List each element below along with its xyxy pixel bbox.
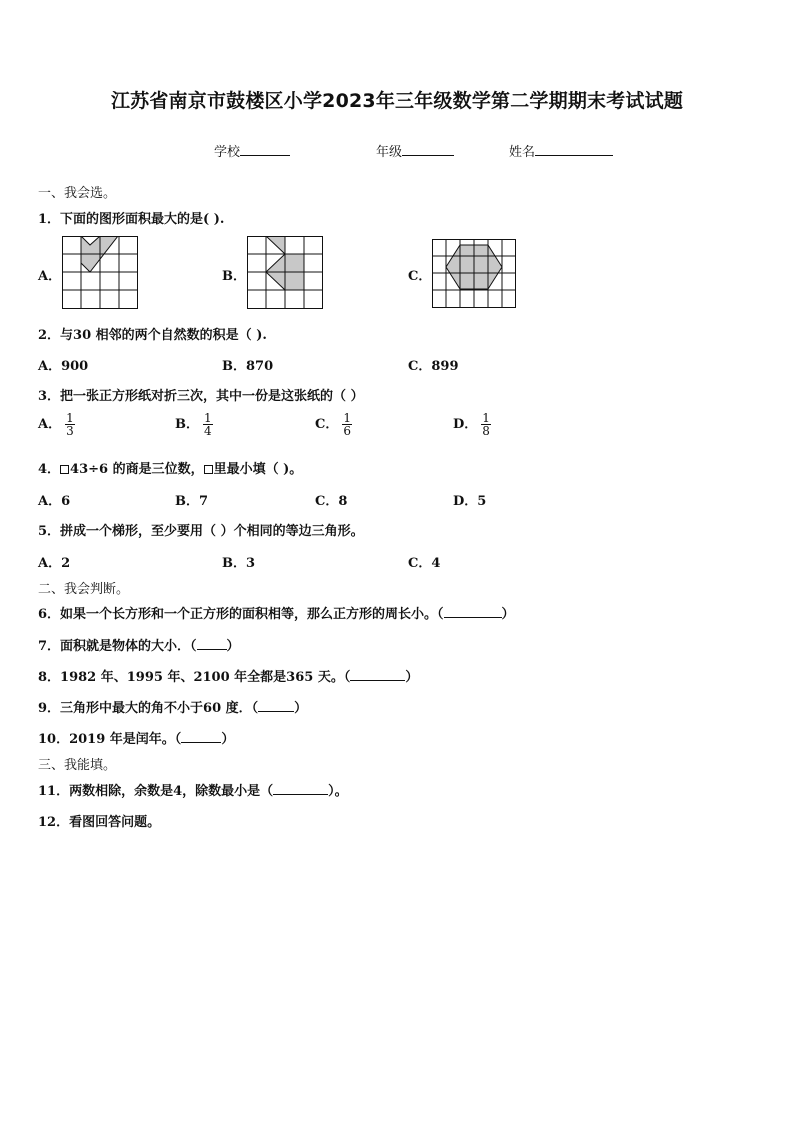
q7-close: ）: [226, 639, 240, 654]
q7-text: 7．面积就是物体的大小．（: [38, 639, 197, 654]
q9-close: ）: [294, 701, 308, 716]
question-12: 12．看图回答问题。: [38, 815, 161, 830]
fraction: [481, 412, 491, 437]
question-8: [38, 666, 418, 685]
q1-option-c-label[interactable]: C．: [408, 269, 432, 284]
q2-option-a[interactable]: A．900: [38, 359, 89, 374]
q10-text: 10．2019 年是闰年。（: [38, 732, 182, 747]
q1-figure-b: [247, 236, 323, 310]
numerator: 1: [482, 411, 490, 425]
q2-option-b[interactable]: B．870: [222, 359, 274, 374]
denominator: 8: [482, 424, 490, 438]
q2-option-c[interactable]: C．899: [408, 359, 459, 374]
q7-answer-blank[interactable]: [197, 637, 227, 650]
section-3-heading: 三、我能填。: [38, 758, 117, 773]
question-6: [38, 603, 515, 622]
q4-text-mid: 43÷6 的商是三位数，: [70, 462, 204, 477]
fraction: [342, 412, 352, 437]
question-3: 3．把一张正方形纸对折三次，其中一份是这张纸的（ ）: [38, 389, 364, 404]
box-placeholder-icon: [60, 465, 69, 474]
option-label: D．: [453, 417, 478, 432]
question-7: [38, 635, 240, 654]
q11-answer-blank[interactable]: [273, 782, 328, 795]
q4-option-d[interactable]: D．5: [453, 494, 487, 509]
question-11: [38, 780, 348, 799]
option-label: C．: [315, 417, 339, 432]
q9-text: 9．三角形中最大的角不小于60 度．（: [38, 701, 259, 716]
name-blank[interactable]: [535, 142, 613, 156]
q5-option-a[interactable]: A．2: [38, 556, 71, 571]
q9-answer-blank[interactable]: [258, 699, 294, 712]
q3-option-a[interactable]: [38, 412, 75, 437]
q11-text: 11．两数相除，余数是4，除数最小是（: [38, 784, 274, 799]
q6-close: ）: [501, 607, 515, 622]
numerator: 1: [343, 411, 351, 425]
q6-answer-blank[interactable]: [444, 605, 502, 618]
q4-option-c[interactable]: C．8: [315, 494, 348, 509]
question-1: 1．下面的图形面积最大的是( ).: [38, 212, 225, 227]
q8-answer-blank[interactable]: [350, 668, 405, 681]
denominator: 6: [343, 424, 351, 438]
question-2: 2．与30 相邻的两个自然数的积是（ ).: [38, 328, 267, 343]
page-title: 江苏省南京市鼓楼区小学2023年三年级数学第二学期期末考试试题: [110, 90, 684, 112]
school-field: [214, 141, 290, 160]
name-label: 姓名: [509, 145, 536, 160]
q3-option-b[interactable]: [175, 412, 213, 437]
option-label: A．: [38, 417, 62, 432]
section-2-heading: 二、我会判断。: [38, 582, 130, 597]
q5-option-c[interactable]: C．4: [408, 556, 441, 571]
option-label: B．: [175, 417, 199, 432]
box-placeholder-icon: [204, 465, 213, 474]
q8-text: 8．1982 年、1995 年、2100 年全都是365 天。（: [38, 670, 351, 685]
grid-lines-b: [247, 236, 323, 309]
question-5: 5．拼成一个梯形，至少要用（ ）个相同的等边三角形。: [38, 524, 364, 539]
numerator: 1: [204, 411, 212, 425]
numerator: 1: [66, 411, 74, 425]
name-field: [509, 141, 613, 160]
section-1-heading: 一、我会选。: [38, 186, 117, 201]
denominator: 3: [66, 424, 74, 438]
q4-number: 4．: [38, 462, 61, 477]
q11-close: ）。: [328, 784, 348, 799]
fraction: [65, 412, 75, 437]
grid-lines-a: [62, 236, 138, 309]
grid-lines-c: [432, 239, 516, 308]
fraction: [203, 412, 213, 437]
q1-figure-c: [432, 239, 516, 309]
q1-figure-a: [62, 236, 138, 310]
q6-text: 6．如果一个长方形和一个正方形的面积相等，那么正方形的周长小。（: [38, 607, 444, 622]
grade-blank[interactable]: [402, 142, 454, 156]
grade-label: 年级: [376, 145, 403, 160]
q4-option-a[interactable]: A．6: [38, 494, 71, 509]
q4-option-b[interactable]: B．7: [175, 494, 209, 509]
q3-option-d[interactable]: [453, 412, 491, 437]
q8-close: ）: [405, 670, 419, 685]
q10-answer-blank[interactable]: [181, 730, 221, 743]
q3-option-c[interactable]: [315, 412, 352, 437]
question-10: [38, 728, 234, 747]
q4-text-after: 里最小填（ )。: [213, 462, 303, 477]
school-blank[interactable]: [240, 142, 290, 156]
school-label: 学校: [214, 145, 241, 160]
grade-field: [376, 141, 454, 160]
question-9: [38, 697, 307, 716]
q5-option-b[interactable]: B．3: [222, 556, 256, 571]
q1-option-b-label[interactable]: B．: [222, 269, 246, 284]
q1-option-a-label[interactable]: A．: [38, 269, 62, 284]
question-4: [38, 458, 302, 477]
q10-close: ）: [221, 732, 235, 747]
denominator: 4: [204, 424, 212, 438]
